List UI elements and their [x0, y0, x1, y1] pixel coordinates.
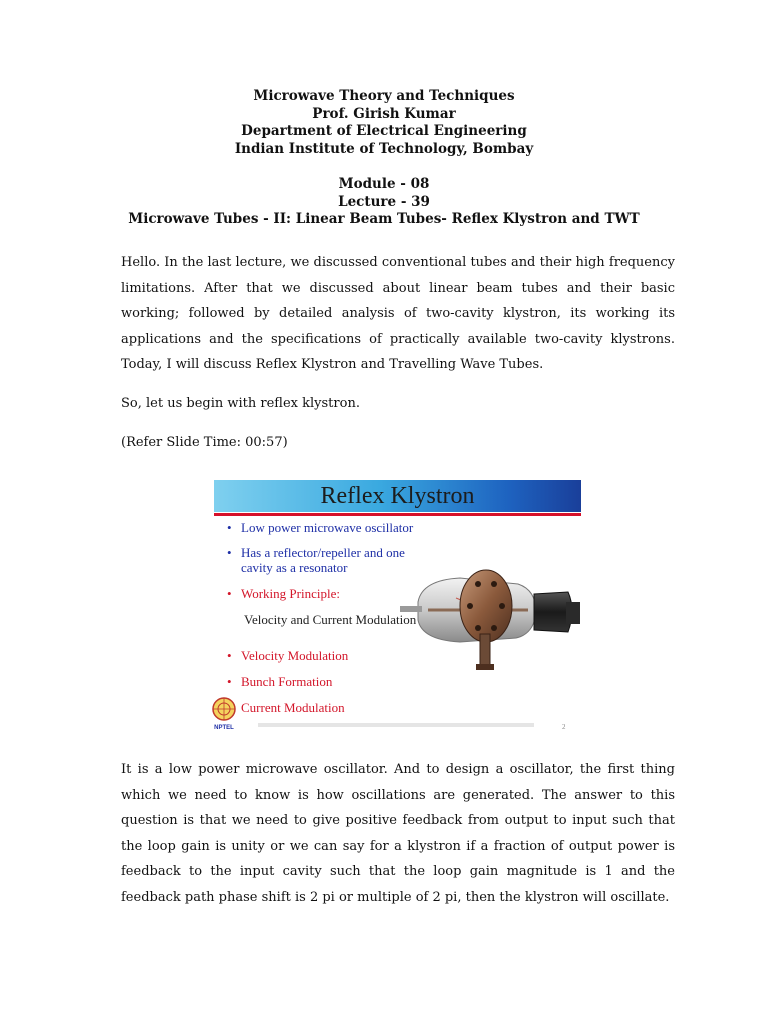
header-gap — [0, 158, 768, 176]
slide-bullet — [222, 700, 345, 715]
department-name: Department of Electrical Engineering — [241, 123, 527, 139]
lecture-number: Lecture - 39 — [338, 193, 430, 210]
bullet-dot: • — [227, 674, 232, 689]
nptel-logo — [211, 697, 237, 731]
professor-name: Prof. Girish Kumar — [312, 105, 456, 122]
slide-title-bar — [214, 480, 581, 512]
lecture-header — [0, 88, 768, 229]
slide-title: Reflex Klystron — [320, 483, 475, 509]
slide-number: 2 — [562, 723, 566, 731]
course-title: Microwave Theory and Techniques — [253, 88, 515, 104]
slide-title-underline — [214, 513, 581, 516]
institute-name: Indian Institute of Technology, Bombay — [234, 140, 534, 157]
reflex-klystron-photo — [398, 550, 581, 675]
slide-footer-band — [258, 723, 534, 727]
bullet-dot: • — [227, 520, 232, 535]
bullet-text: Velocity Modulation — [241, 648, 349, 663]
bullet-dot: • — [227, 586, 232, 601]
nptel-logo-text: NPTEL — [214, 725, 234, 731]
slide-bullet — [222, 586, 340, 601]
bullet-dot: • — [227, 545, 232, 560]
lecture-topic: Microwave Tubes - II: Linear Beam Tubes- Reflex Klystron and TWT — [128, 211, 640, 227]
slide-time-reference: (Refer Slide Time: 00:57) — [121, 435, 288, 450]
bullet-text: Working Principle: — [241, 586, 340, 601]
bullet-dot: • — [227, 648, 232, 663]
slide-bullet — [222, 674, 332, 689]
paragraph-begin: So, let us begin with reflex klystron. — [121, 396, 360, 411]
bullet-text: Low power microwave oscillator — [241, 520, 414, 535]
bullet-text: Bunch Formation — [241, 674, 333, 689]
slide-bullet — [222, 520, 413, 535]
bullet-text: Has a reflector/repeller and one cavity as a resonator — [241, 545, 405, 575]
paragraph-oscillator: It is a low power microwave oscillator. And to design a oscillator, the first thing which we need to know is how oscillations are generated. The answer to this question is that we need to give positive feedback from output to input such that the loop gain is unity or we can say for a klystron if a fraction of output power is feedback to the input cavity such that the loop gain magnitude is 1 and the feedback path phase shift is 2 pi or multiple of 2 pi, then the klystron will oscillate. — [121, 762, 675, 905]
slide-bullet — [222, 648, 348, 663]
module-number: Module - 08 — [338, 176, 430, 192]
bullet-text: Current Modulation — [241, 700, 345, 715]
slide-sub-bullet: Velocity and Current Modulation — [244, 612, 417, 627]
lecture-slide — [204, 476, 581, 738]
paragraph-intro: Hello. In the last lecture, we discussed conventional tubes and their high frequency limitations. After that we discussed about linear beam tubes and their basic working; followed by detailed analysis of two-cavity klystron, its working its applications and the specifications of practically available two-cavity klystrons. Today, I will discuss Reflex Klystron and Travelling Wave Tubes. — [121, 255, 675, 372]
